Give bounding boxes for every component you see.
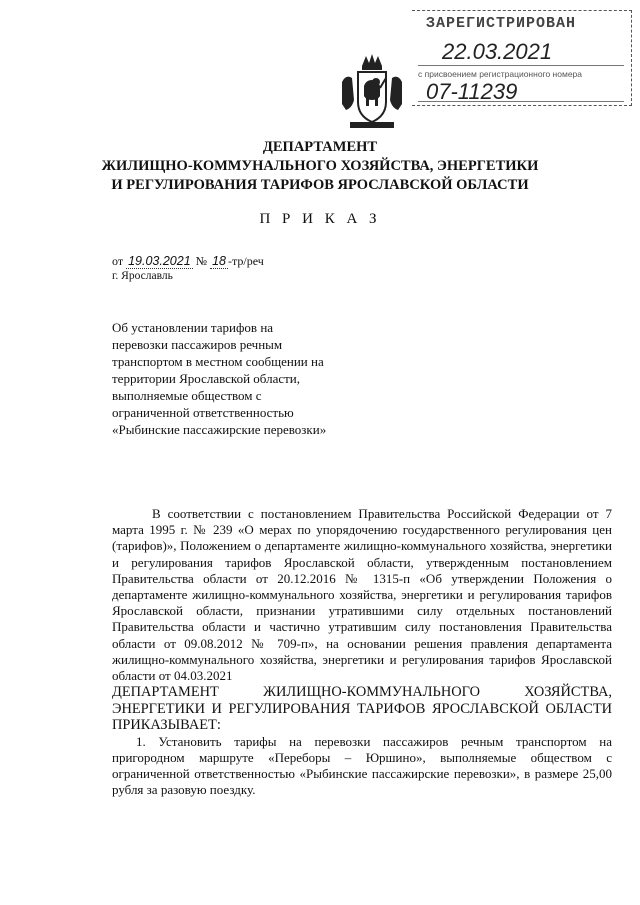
stamp-divider [418, 101, 624, 102]
stamp-divider [418, 65, 624, 66]
orders-caption: ДЕПАРТАМЕНТ ЖИЛИЩНО-КОММУНАЛЬНОГО ХОЗЯЙСТВА, ЭНЕРГЕТИКИ И РЕГУЛИРОВАНИЯ ТАРИФОВ ЯРОСЛАВСКОЙ ОБЛАСТИ ПРИКАЗЫВАЕТ: [112, 684, 612, 734]
stamp-reg-number: 07-11239 [426, 79, 518, 104]
stamp-date: 22.03.2021 [442, 39, 553, 64]
number-sign: № [195, 254, 208, 268]
order-date-line [112, 254, 264, 269]
order-item-1: 1. Установить тарифы на перевозки пассажиров речным транспортом на пригородном маршруте «Переборы – Юршино», выполняемые обществом с ограниченной ответственностью «Рыбинские пассажирские перевозки», в размере 25,00 рубля за разовую поездку. [112, 733, 612, 798]
registration-stamp [412, 10, 632, 106]
department-name-line-1: ДЕПАРТАМЕНТ [262, 139, 378, 155]
order-body [112, 506, 612, 799]
coat-of-arms-icon [336, 52, 408, 132]
order-city: г. Ярославль [112, 270, 173, 282]
stamp-caption: с присвоением регистрационного номера [418, 69, 582, 79]
order-subject: Об установлении тарифов на перевозки пассажиров речным транспортом в местном сообщении на территории Ярославской области, выполняемые обществом с ограниченной ответственностью «Рыбинские пассажирские перевозки» [112, 320, 327, 437]
document-type: П Р И К А З [259, 211, 381, 227]
department-name-line-3: И РЕГУЛИРОВАНИЯ ТАРИФОВ ЯРОСЛАВСКОЙ ОБЛАСТИ [111, 177, 529, 193]
department-name-line-2: ЖИЛИЩНО-КОММУНАЛЬНОГО ХОЗЯЙСТВА, ЭНЕРГЕТИКИ [101, 158, 539, 174]
stamp-label: ЗАРЕГИСТРИРОВАН [426, 15, 577, 32]
date-prefix: от [112, 254, 124, 268]
order-number: 18 [212, 254, 227, 268]
number-suffix: -тр/реч [228, 254, 264, 268]
order-date: 19.03.2021 [128, 254, 191, 268]
preamble-paragraph: В соответствии с постановлением Правительства Российской Федерации от 7 марта 1995 г. № 239 «О мерах по упорядочению государственного регулирования цен (тарифов)», Положением о департаменте жилищно-коммунального хозяйства, энергетики и регулирования тарифов Ярославской области, утвержденным постановлением Правительства области от 20.12.2016 № 1315-п «Об утверждении Положения о департаменте жилищно-коммунального хозяйства, энергетики и регулирования тарифов Ярославской области, признании утратившими силу отдельных постановлений Правительства области и частично утратившим силу постановления Правительства области от 09.08.2012 № 709-п», на основании решения правления департамента жилищно-коммунального хозяйства, энергетики и регулирования тарифов Ярославской области от 04.03.2021 [112, 506, 612, 684]
